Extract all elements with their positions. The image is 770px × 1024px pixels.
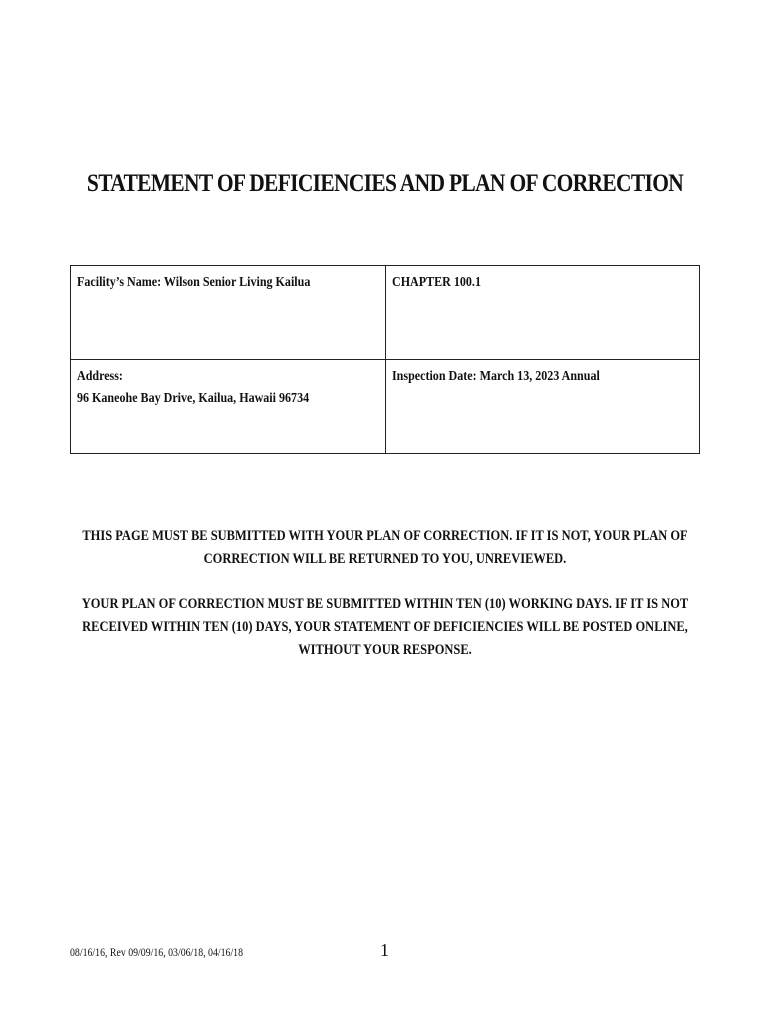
facility-name: Facility’s Name: Wilson Senior Living Kailua xyxy=(77,275,311,290)
document-title: STATEMENT OF DEFICIENCIES AND PLAN OF CORRECTION xyxy=(86,170,684,197)
facility-info-table xyxy=(70,265,700,454)
chapter-label: CHAPTER 100.1 xyxy=(391,275,481,290)
address-label: Address: xyxy=(77,369,123,384)
submission-notice xyxy=(60,525,710,571)
revision-footer: 08/16/16, Rev 09/09/16, 03/06/18, 04/16/18 xyxy=(70,945,244,959)
table-row xyxy=(71,360,700,454)
address-value: 96 Kaneohe Bay Drive, Kailua, Hawaii 96734 xyxy=(77,391,310,406)
chapter-cell xyxy=(385,266,700,360)
deadline-notice xyxy=(60,593,710,662)
submission-notice-text: THIS PAGE MUST BE SUBMITTED WITH YOUR PLAN OF CORRECTION. IF IT IS NOT, YOUR PLAN OF CORRECTION WILL BE RETURNED TO YOU, UNREVIEWED. xyxy=(82,528,688,567)
table-row xyxy=(71,266,700,360)
page-number: 1 xyxy=(380,940,389,960)
inspection-date-cell xyxy=(385,360,700,454)
address-cell xyxy=(71,360,386,454)
deadline-notice-text: YOUR PLAN OF CORRECTION MUST BE SUBMITTED WITHIN TEN (10) WORKING DAYS. IF IT IS NOT RECEIVED WITHIN TEN (10) DAYS, YOUR STATEMENT OF DEFICIENCIES WILL BE POSTED ONLINE, WITHOUT YOUR RESPONSE. xyxy=(81,596,689,658)
inspection-date: Inspection Date: March 13, 2023 Annual xyxy=(391,369,600,384)
facility-name-cell xyxy=(71,266,386,360)
